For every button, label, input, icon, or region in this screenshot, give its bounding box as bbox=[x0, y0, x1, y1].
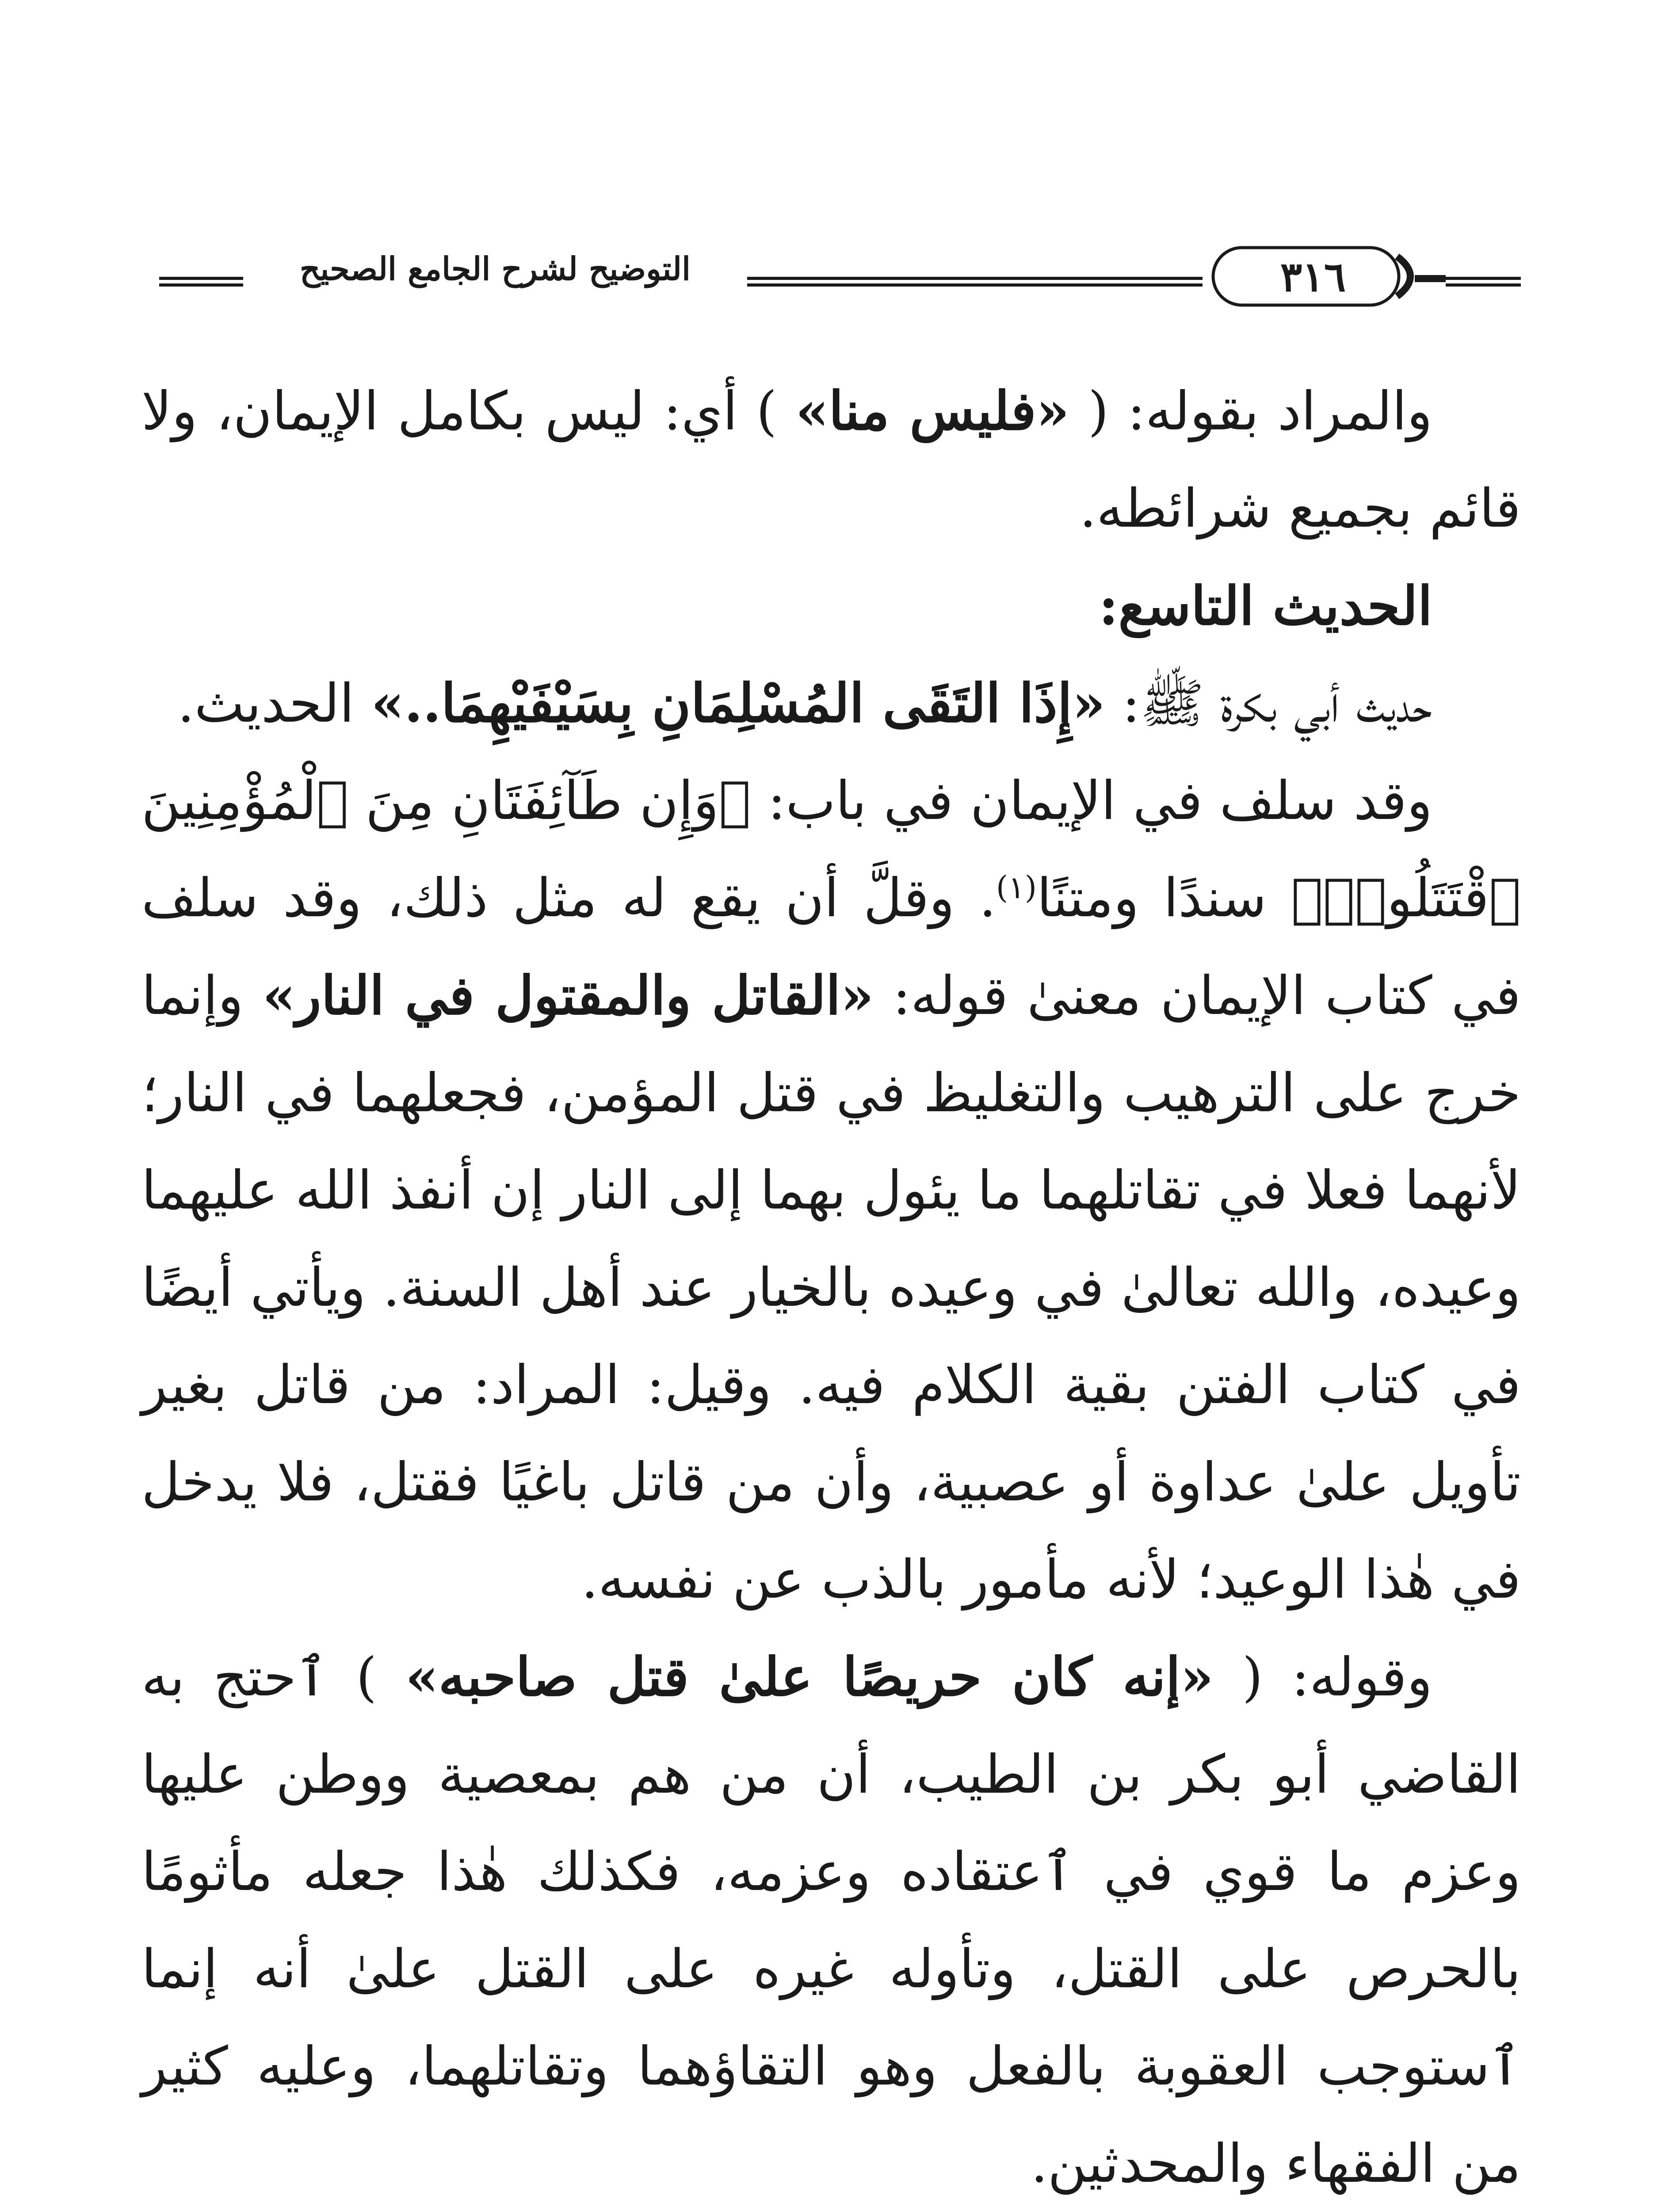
footnote-ref: (١) bbox=[996, 869, 1037, 906]
paragraph-2 bbox=[141, 655, 1521, 753]
text-run: . وقلَّ أن يقع له مثل ذلك، وقد سلف في كتاب الإيمان معنىٰ قوله: bbox=[141, 868, 1521, 1027]
hadith-quote: «فليس منا» bbox=[795, 380, 1069, 442]
text-run: وإنما خرج على الترهيب والتغليظ في قتل المؤمن، فجعلهما في النار؛ لأنهما فعلا في تقاتلهما ما يئول بهما إلى النار إن أنفذ الله عليهما وعيده، والله تعالىٰ في وعيده بالخيار عند أهل السنة. ويأتي أيضًا في كتاب الفتن بقية الكلام فيه. وقيل: المراد: من قاتل بغير تأويل علىٰ عداوة أو عصبية، وأن من قاتل باغيًا فقتل، فلا يدخل في هٰذا الوعيد؛ لأنه مأمور بالذب عن نفسه. bbox=[141, 965, 1521, 1610]
text-run: حديث أبي بكرة ﷺ: bbox=[1105, 673, 1432, 734]
main-text bbox=[141, 363, 1521, 2211]
page-number-badge bbox=[1207, 239, 1446, 318]
text-run: وقوله: ( bbox=[1214, 1647, 1432, 1708]
text-run: الحديث. bbox=[177, 673, 371, 734]
hadith-quote: «إِذَا التَقَى المُسْلِمَانِ بِسَيْفَيْهِمَا..» bbox=[371, 672, 1106, 734]
text-run: ) ٱحتج به القاضي أبو بكر بن الطيب، أن من هم بمعصية ووطن عليها وعزم ما قوي في ٱعتقاده وعزمه، فكذلك هٰذا جعله مأثومًا بالحرص على القتل، وتأوله غيره على القتل علىٰ أنه إنما ٱستوجب العقوبة بالفعل وهو التقاؤهما وتقاتلهما، وعليه كثير من الفقهاء والمحدثين. bbox=[141, 1647, 1521, 2195]
header-rule-middle bbox=[747, 277, 1203, 287]
header-rule-left bbox=[159, 277, 243, 287]
text-run: وقد سلف في الإيمان في باب: ﴿وَإِن طَآئِفَتَانِ مِنَ ٱلْمُؤْمِنِينَ ٱقْتَتَلُوا۟﴾ سندًا ومتنًا bbox=[141, 770, 1521, 929]
paragraph-1 bbox=[141, 363, 1521, 558]
text-run: ) أي: ليس بكامل الإيمان، ولا قائم بجميع شرائطه. bbox=[141, 381, 1521, 539]
page-number: ٣١٦ bbox=[1280, 253, 1346, 301]
running-title: التوضيح لشرح الجامع الصحيح bbox=[299, 250, 691, 287]
hadith-quote: «إنه كان حريصًا علىٰ قتل صاحبه» bbox=[405, 1646, 1214, 1708]
page-header bbox=[0, 0, 1680, 310]
hadith-quote: «القاتل والمقتول في النار» bbox=[262, 964, 874, 1027]
section-heading: الحديث التاسع: bbox=[1099, 575, 1432, 637]
paragraph-4 bbox=[141, 1629, 1521, 2211]
text-run: والمراد بقوله: ( bbox=[1069, 381, 1432, 442]
paragraph-3 bbox=[141, 753, 1521, 1629]
header-rule-right bbox=[1446, 277, 1521, 287]
